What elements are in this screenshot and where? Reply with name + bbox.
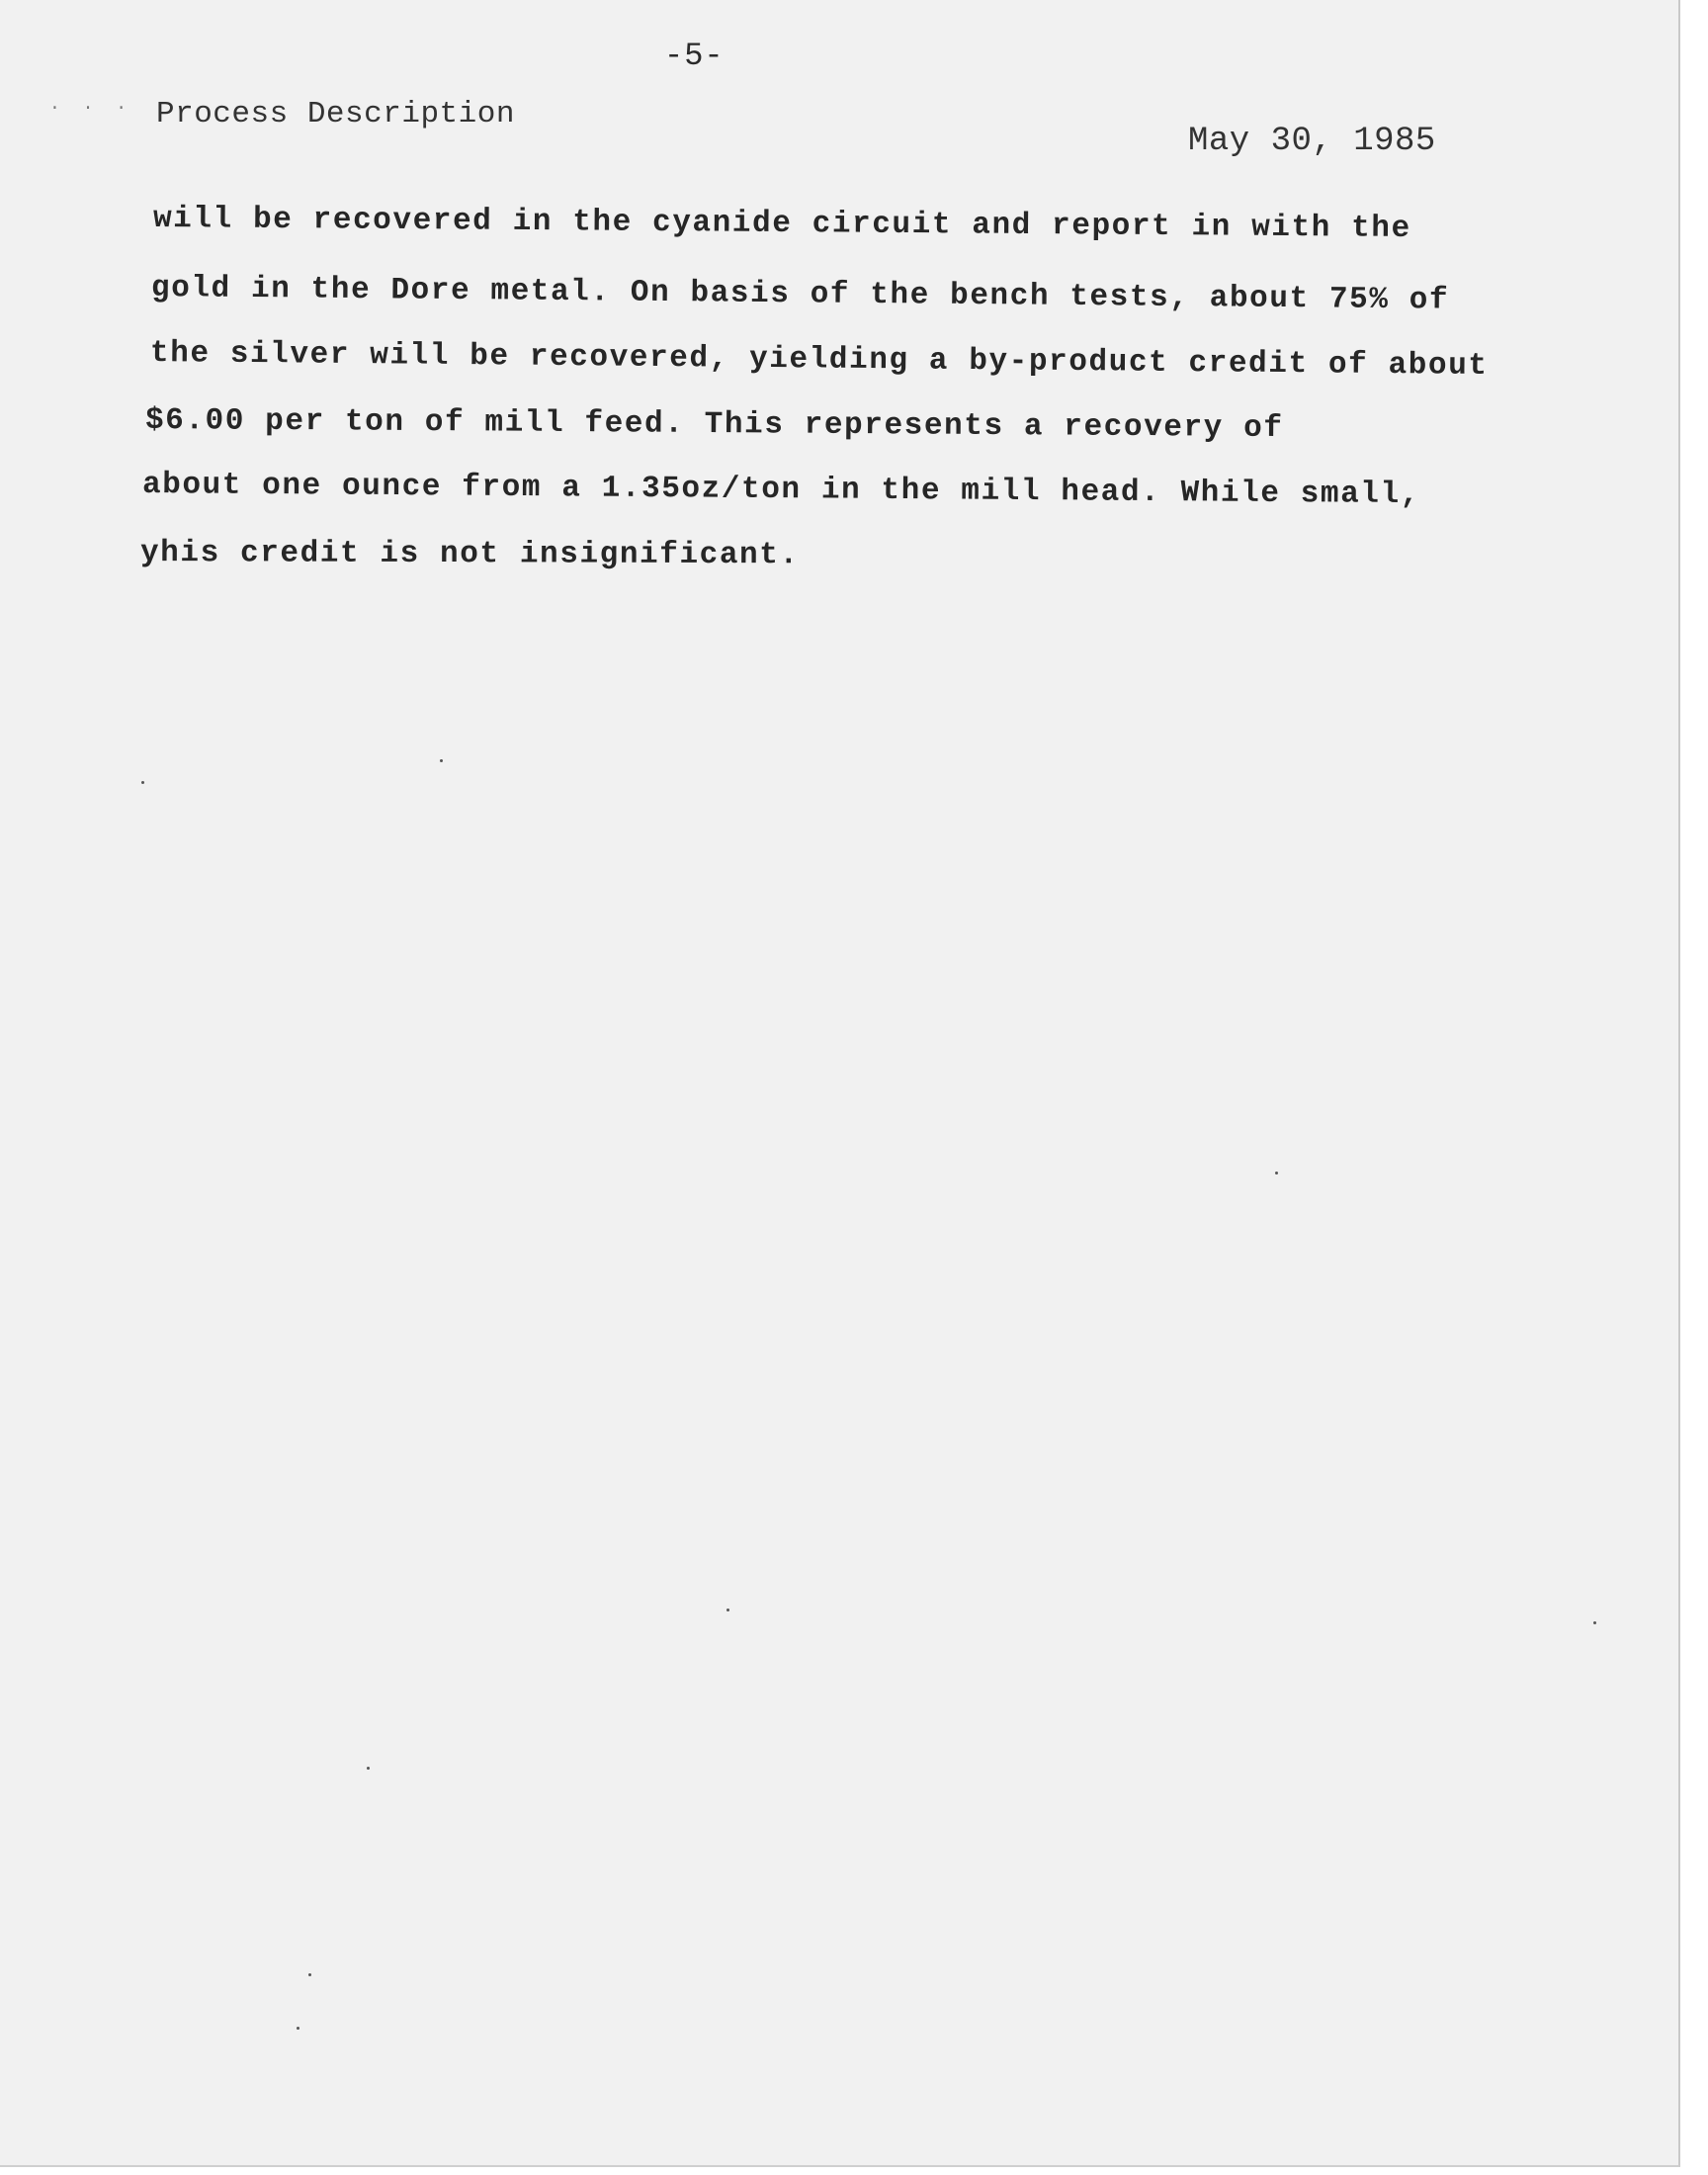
scan-speck bbox=[440, 759, 443, 762]
section-title: Process Description bbox=[156, 97, 515, 131]
body-line: the silver will be recovered, yielding a by-product credit of about bbox=[149, 336, 1489, 384]
scan-speck bbox=[297, 2027, 299, 2030]
scan-speck bbox=[726, 1609, 729, 1611]
scan-speck bbox=[308, 1973, 311, 1976]
body-line: $6.00 per ton of mill feed. This represents a recovery of bbox=[144, 403, 1284, 447]
body-line: will be recovered in the cyanide circuit and report in with the bbox=[152, 202, 1411, 246]
scan-speck bbox=[141, 781, 144, 784]
scan-speck bbox=[1275, 1172, 1278, 1174]
body-line: about one ounce from a 1.35oz/ton in the mill head. While small, bbox=[141, 468, 1421, 513]
margin-marks: · · · bbox=[49, 99, 133, 119]
page-number: -5- bbox=[664, 38, 725, 74]
body-line: gold in the Dore metal. On basis of the bench tests, about 75% of bbox=[150, 271, 1450, 318]
scan-speck bbox=[1593, 1621, 1596, 1624]
body-line: yhis credit is not insignificant. bbox=[139, 536, 800, 573]
scan-speck bbox=[367, 1767, 370, 1770]
document-date: May 30, 1985 bbox=[1188, 123, 1436, 160]
